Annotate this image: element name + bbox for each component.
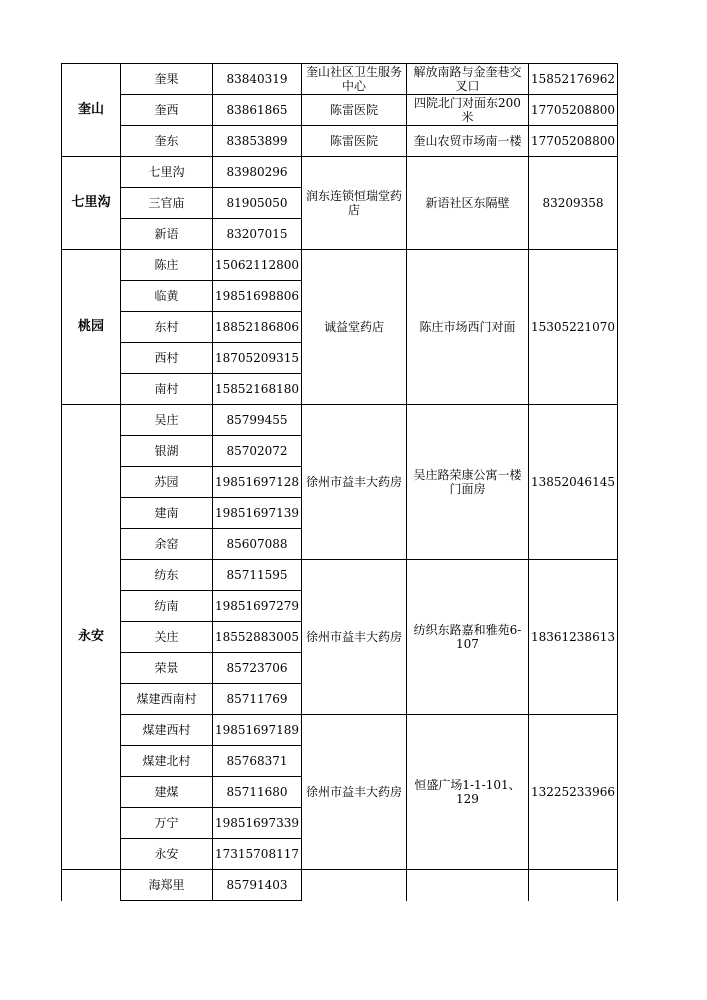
phone-cell: 85607088 (213, 529, 302, 560)
community-cell: 荣景 (121, 653, 213, 684)
community-cell: 吴庄 (121, 405, 213, 436)
phone-cell: 19851698806 (213, 281, 302, 312)
contact-cell: 18361238613 (528, 560, 617, 715)
community-cell: 西村 (121, 343, 213, 374)
phone-cell: 18705209315 (213, 343, 302, 374)
phone-cell: 85799455 (213, 405, 302, 436)
table-row (62, 64, 618, 95)
community-cell: 煤建西南村 (121, 684, 213, 715)
pharmacy-cell: 陈雷医院 (301, 95, 406, 126)
pharmacy-cell: 徐州市益丰大药房 (301, 405, 406, 560)
community-cell: 永安 (121, 839, 213, 870)
phone-cell: 18852186806 (213, 312, 302, 343)
contact-cell: 15305221070 (528, 250, 617, 405)
community-cell: 新语 (121, 219, 213, 250)
community-cell: 煤建西村 (121, 715, 213, 746)
table-row (62, 715, 618, 746)
pharmacy-cell: 奎山社区卫生服务中心 (301, 64, 406, 95)
pharmacy-cell (301, 870, 406, 901)
community-cell: 东村 (121, 312, 213, 343)
address-cell: 恒盛广场1-1-101、129 (406, 715, 528, 870)
contact-cell: 15852176962 (528, 64, 617, 95)
phone-cell: 15852168180 (213, 374, 302, 405)
contact-cell: 13225233966 (528, 715, 617, 870)
table-row (62, 560, 618, 591)
phone-cell: 17315708117 (213, 839, 302, 870)
community-cell: 纺南 (121, 591, 213, 622)
pharmacy-cell: 润东连锁恒瑞堂药店 (301, 157, 406, 250)
community-cell: 三官庙 (121, 188, 213, 219)
community-cell: 余窑 (121, 529, 213, 560)
address-cell: 陈庄市场西门对面 (406, 250, 528, 405)
address-cell: 吴庄路荣康公寓一楼门面房 (406, 405, 528, 560)
phone-cell: 19851697139 (213, 498, 302, 529)
community-cell: 苏园 (121, 467, 213, 498)
phone-cell: 85711680 (213, 777, 302, 808)
address-cell: 解放南路与金奎巷交叉口 (406, 64, 528, 95)
district-cell: 奎山 (62, 64, 121, 157)
phone-cell: 85723706 (213, 653, 302, 684)
phone-cell: 83980296 (213, 157, 302, 188)
contact-cell: 17705208800 (528, 95, 617, 126)
phone-cell: 81905050 (213, 188, 302, 219)
pharmacy-cell: 徐州市益丰大药房 (301, 560, 406, 715)
phone-cell: 85791403 (213, 870, 302, 901)
community-cell: 临黄 (121, 281, 213, 312)
table-row (62, 157, 618, 188)
community-cell: 银湖 (121, 436, 213, 467)
community-cell: 陈庄 (121, 250, 213, 281)
district-cell: 桃园 (62, 250, 121, 405)
contact-cell: 83209358 (528, 157, 617, 250)
phone-cell: 83853899 (213, 126, 302, 157)
address-cell: 四院北门对面东200米 (406, 95, 528, 126)
contact-cell (528, 870, 617, 901)
phone-cell: 85702072 (213, 436, 302, 467)
phone-cell: 19851697339 (213, 808, 302, 839)
contact-cell: 13852046145 (528, 405, 617, 560)
community-cell: 建煤 (121, 777, 213, 808)
phone-cell: 85711769 (213, 684, 302, 715)
table-row (62, 250, 618, 281)
phone-cell: 18552883005 (213, 622, 302, 653)
community-cell: 七里沟 (121, 157, 213, 188)
address-cell: 奎山农贸市场南一楼 (406, 126, 528, 157)
address-cell (406, 870, 528, 901)
phone-cell: 19851697128 (213, 467, 302, 498)
address-cell: 新语社区东隔壁 (406, 157, 528, 250)
phone-cell: 19851697189 (213, 715, 302, 746)
phone-cell: 85711595 (213, 560, 302, 591)
community-cell: 煤建北村 (121, 746, 213, 777)
pharmacy-cell: 陈雷医院 (301, 126, 406, 157)
table-row (62, 126, 618, 157)
community-cell: 奎果 (121, 64, 213, 95)
community-cell: 关庄 (121, 622, 213, 653)
pharmacy-cell: 徐州市益丰大药房 (301, 715, 406, 870)
community-cell: 南村 (121, 374, 213, 405)
district-cell: 七里沟 (62, 157, 121, 250)
community-cell: 建南 (121, 498, 213, 529)
table-row (62, 95, 618, 126)
community-cell: 奎西 (121, 95, 213, 126)
phone-cell: 83840319 (213, 64, 302, 95)
table-row (62, 405, 618, 436)
phone-cell: 83861865 (213, 95, 302, 126)
pharmacy-table (61, 63, 618, 901)
community-cell: 纺东 (121, 560, 213, 591)
phone-cell: 15062112800 (213, 250, 302, 281)
phone-cell: 19851697279 (213, 591, 302, 622)
community-cell: 奎东 (121, 126, 213, 157)
phone-cell: 83207015 (213, 219, 302, 250)
phone-cell: 85768371 (213, 746, 302, 777)
community-cell: 海郑里 (121, 870, 213, 901)
community-cell: 万宁 (121, 808, 213, 839)
address-cell: 纺织东路嘉和雅苑6-107 (406, 560, 528, 715)
table-row (62, 870, 618, 901)
pharmacy-cell: 诚益堂药店 (301, 250, 406, 405)
district-cell (62, 870, 121, 901)
district-cell: 永安 (62, 405, 121, 870)
contact-cell: 17705208800 (528, 126, 617, 157)
